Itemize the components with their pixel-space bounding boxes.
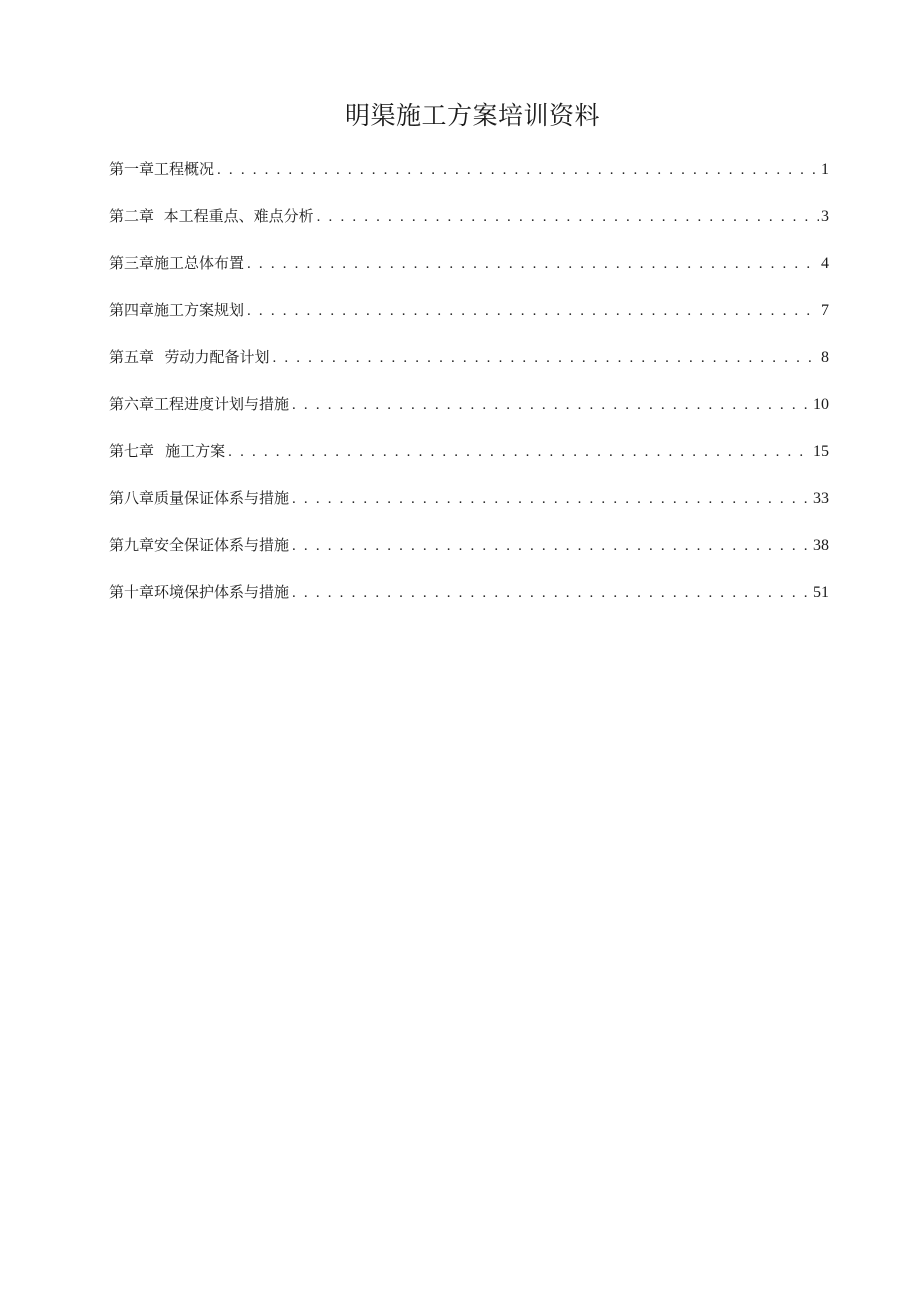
toc-page-number: 1 [821,161,829,178]
toc-chapter-number: 第二章 [109,207,155,225]
toc-dot-leader [317,202,819,232]
toc-page-number: 10 [813,396,829,413]
toc-entry[interactable] [109,201,829,248]
toc-page-number: 7 [821,302,829,319]
toc-entry[interactable] [109,483,829,530]
document-title: 明渠施工方案培训资料 [344,101,600,130]
toc-chapter-number: 第四章 [109,301,155,319]
toc-page-number: 8 [821,349,829,366]
toc-chapter-title: 施工方案 [165,442,226,460]
toc-chapter-number: 第三章 [109,254,155,272]
toc-dot-leader [247,296,819,326]
toc-chapter-title: 环境保护体系与措施 [154,583,290,601]
toc-entry[interactable] [109,530,829,577]
toc-chapter-title: 劳动力配备计划 [164,348,270,366]
toc-dot-leader [228,437,811,467]
toc-dot-leader [292,484,811,514]
toc-chapter-title: 施工总体布置 [154,254,245,272]
toc-dot-leader [292,390,811,420]
toc-entry[interactable] [109,577,829,624]
toc-page-number: 4 [821,255,829,272]
toc-page-number: 3 [821,208,829,225]
toc-dot-leader [247,249,819,279]
toc-page-number: 15 [813,443,829,460]
toc-dot-leader [292,578,811,608]
toc-chapter-number: 第六章 [109,395,155,413]
toc-chapter-title: 本工程重点、难点分析 [163,207,314,225]
toc-entry[interactable] [109,154,829,201]
toc-dot-leader [272,343,819,373]
toc-chapter-number: 第一章 [109,160,155,178]
toc-dot-leader [217,155,819,185]
toc-entry[interactable] [109,248,829,295]
toc-chapter-number: 第八章 [109,489,155,507]
toc-entry[interactable] [109,436,829,483]
toc-chapter-number: 第七章 [109,442,155,460]
table-of-contents [109,154,829,624]
toc-chapter-number: 第十章 [109,583,155,601]
toc-entry[interactable] [109,389,829,436]
toc-chapter-title: 施工方案规划 [154,301,245,319]
toc-page-number: 51 [813,584,829,601]
toc-chapter-number: 第九章 [109,536,155,554]
toc-chapter-title: 工程概况 [154,160,215,178]
toc-page-number: 38 [813,537,829,554]
toc-page-number: 33 [813,490,829,507]
toc-entry[interactable] [109,342,829,389]
toc-dot-leader [292,531,811,561]
toc-chapter-title: 安全保证体系与措施 [154,536,290,554]
toc-chapter-title: 工程进度计划与措施 [154,395,290,413]
toc-chapter-title: 质量保证体系与措施 [154,489,290,507]
toc-entry[interactable] [109,295,829,342]
toc-chapter-number: 第五章 [109,348,155,366]
